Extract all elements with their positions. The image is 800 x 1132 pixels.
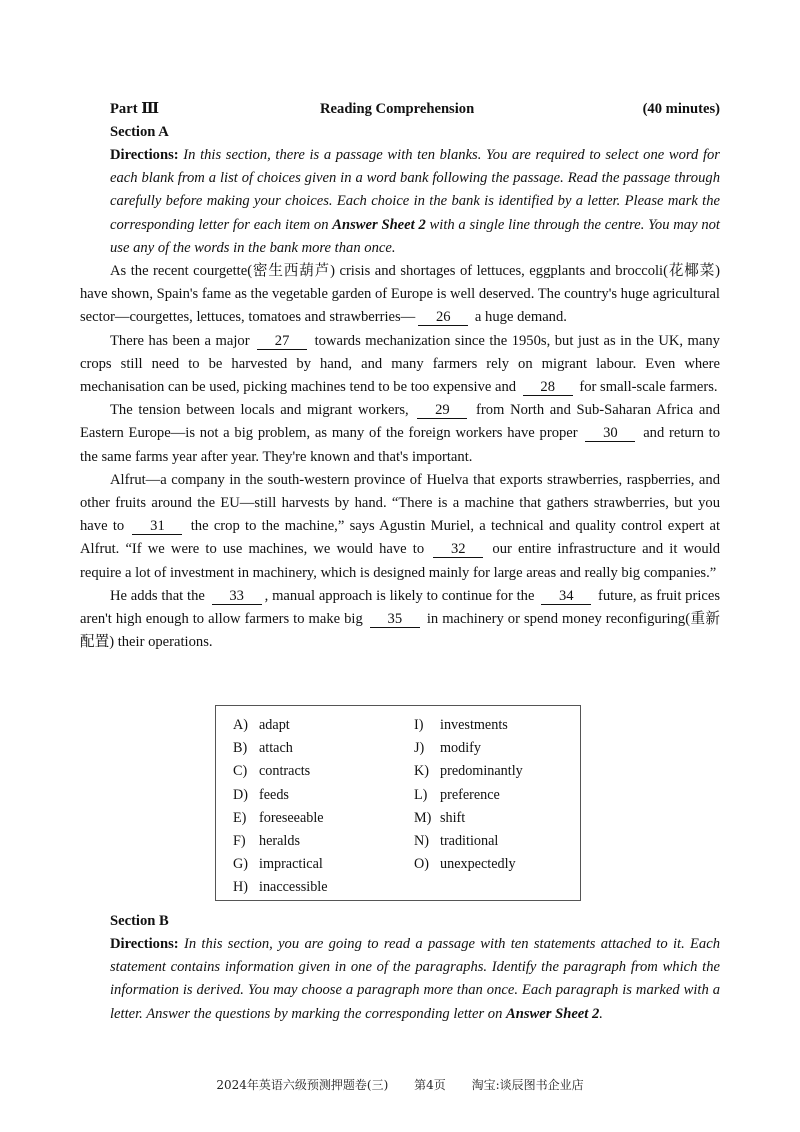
choice-letter: D) (233, 786, 248, 803)
blank-26: 26 (418, 309, 468, 326)
blank-28: 28 (523, 379, 573, 396)
paragraph-text: our entire infrastructure and it would require a lot of investment in machinery, which is designed mainly for large areas and really big companies.” (80, 541, 721, 581)
paragraph-text: for small-scale farmers. (575, 379, 718, 396)
choice-letter: K) (414, 763, 429, 780)
word-bank-item (414, 760, 523, 783)
choice-word: foreseeable (259, 809, 324, 826)
page-number: 第4页 (414, 1078, 446, 1092)
directions-text: In this section, there is a passage with ten blanks. You are required to select one word for each blank from a list of choices given in a word bank following the passage. Read the passage through carefully before making your choices. Each choice in the bank is identified by a letter. Please mark the corresponding letter for each item on (110, 147, 720, 233)
choice-letter: M) (414, 809, 432, 826)
section-a (80, 98, 720, 654)
choice-word: contracts (259, 763, 311, 780)
choice-word: attach (259, 740, 293, 757)
passage-paragraph-2 (80, 330, 720, 400)
blank-27: 27 (257, 333, 307, 350)
choice-letter: F) (233, 833, 246, 850)
word-bank-item (233, 830, 328, 853)
word-bank-item (414, 830, 523, 853)
choice-letter: N) (414, 833, 429, 850)
directions-text-end: with a single line through the centre. You may not use any of the words in the bank more than once. (110, 216, 720, 256)
paragraph-text: towards mechanization since the 1950s, but just as in the UK, many crops still need to be harvested by hand, and many farmers rely on migrant labour. Even where mechanisation can be used, picking machines tend to be too expensive and (80, 332, 720, 396)
word-bank-item (414, 807, 523, 830)
paragraph-text: , manual approach is likely to continue for the (264, 587, 539, 604)
passage-paragraph-3 (80, 399, 720, 469)
paragraph-text: He adds that the (110, 587, 209, 604)
part-label: Part Ⅲ (110, 101, 159, 117)
choice-word: shift (440, 809, 466, 826)
choice-letter: E) (233, 809, 247, 826)
shop-info: 淘宝:谈辰图书企业店 (471, 1078, 584, 1092)
directions-text: In this section, you are going to read a passage with ten statements attached to it. Each statement contains information given in one of the paragraphs. Identify the paragraph from which the information is derived. You may choose a paragraph more than once. Each paragraph is marked with a letter. Answer the questions by marking the corresponding letter on (110, 936, 720, 1022)
choice-word: modify (440, 740, 481, 757)
blank-30: 30 (585, 425, 635, 442)
word-bank-left-column (233, 714, 328, 900)
choice-letter: L) (414, 786, 428, 803)
choice-letter: A) (233, 717, 248, 733)
word-bank-item (233, 807, 328, 830)
paragraph-text: future, as fruit prices aren't high enough to allow farmers to make big (80, 587, 721, 628)
paragraph-text: As the recent courgette(密生西葫芦) crisis and shortages of lettuces, eggplants and broccoli(花椰菜) have shown, Spain's fame as the vegetable garden of Europe is well deserved. The country's huge agricultural sector—courgettes, lettuces, tomatoes and strawberries— (80, 263, 720, 326)
paragraph-text: in machinery or spend money reconfiguring(重新配置) their operations. (80, 611, 720, 651)
blank-34: 34 (541, 588, 591, 605)
passage-paragraph-4 (80, 469, 720, 585)
word-bank (215, 705, 581, 901)
choice-word: unexpectedly (440, 856, 516, 873)
choice-word: preference (440, 786, 500, 803)
exam-title: 2024年英语六级预测押题卷(三) (216, 1078, 389, 1092)
blank-31: 31 (132, 518, 182, 535)
directions-text-end: . (599, 1005, 603, 1022)
choice-letter: J) (414, 740, 425, 757)
section-b-directions (80, 933, 720, 1026)
choice-letter: C) (233, 763, 248, 780)
choice-word: impractical (259, 856, 323, 873)
blank-35: 35 (370, 611, 420, 628)
blank-33: 33 (212, 588, 262, 605)
word-bank-item (414, 853, 523, 876)
choice-word: traditional (440, 833, 499, 850)
paragraph-text: the crop to the machine,” says Agustin Muriel, a technical and quality control expert at Alfrut. “If we were to use machines, we would have to (80, 518, 721, 558)
section-b-title: Section B (110, 913, 169, 929)
page-footer (0, 1076, 800, 1093)
choice-word: feeds (259, 786, 289, 803)
choice-letter: B) (233, 740, 248, 757)
word-bank-item (233, 760, 328, 783)
choice-word: investments (440, 717, 508, 733)
paragraph-text: There has been a major (110, 332, 255, 349)
choice-word: inaccessible (259, 879, 328, 896)
word-bank-item (233, 853, 328, 876)
choice-word: heralds (259, 833, 300, 850)
word-bank-item (414, 714, 523, 737)
paragraph-text: from North and Sub-Saharan Africa and Eastern Europe—is not a big problem, as many of the foreign workers have proper (80, 402, 721, 442)
part-header (80, 98, 720, 121)
word-bank-item (233, 714, 328, 737)
word-bank-right-column (414, 714, 523, 876)
paragraph-text: and return to the same farms year after year. They're known and that's important. (80, 425, 720, 465)
choice-word: predominantly (440, 763, 523, 780)
choice-letter: I) (414, 717, 424, 733)
choice-letter: G) (233, 856, 248, 873)
paragraph-text: The tension between locals and migrant workers, (110, 402, 415, 419)
answer-sheet-ref: Answer Sheet 2 (506, 1005, 600, 1022)
word-bank-item (233, 876, 328, 899)
section-b (80, 910, 720, 1026)
directions-label: Directions: (110, 936, 179, 952)
blank-32: 32 (433, 541, 483, 558)
time-limit: (40 minutes) (642, 101, 720, 117)
section-a-title: Section A (110, 124, 169, 140)
passage-paragraph-5 (80, 585, 720, 655)
blank-29: 29 (417, 402, 467, 419)
passage-paragraph-1 (80, 260, 720, 330)
word-bank-item (414, 784, 523, 807)
word-bank-item (233, 784, 328, 807)
choice-letter: O) (414, 856, 429, 873)
paragraph-text: Alfrut—a company in the south-western province of Huelva that exports strawberries, raspberries, and other fruits around the EU—still harvests by hand. “There is a machine that gathers strawberries, but you have to (80, 471, 720, 535)
word-bank-item (414, 737, 523, 760)
choice-word: adapt (259, 717, 290, 733)
choice-letter: H) (233, 879, 248, 896)
word-bank-item (233, 737, 328, 760)
part-title: Reading Comprehension (320, 101, 475, 117)
answer-sheet-ref: Answer Sheet 2 (332, 216, 426, 233)
section-a-directions (80, 144, 720, 260)
paragraph-text: a huge demand. (471, 309, 567, 326)
directions-label: Directions: (110, 147, 179, 163)
